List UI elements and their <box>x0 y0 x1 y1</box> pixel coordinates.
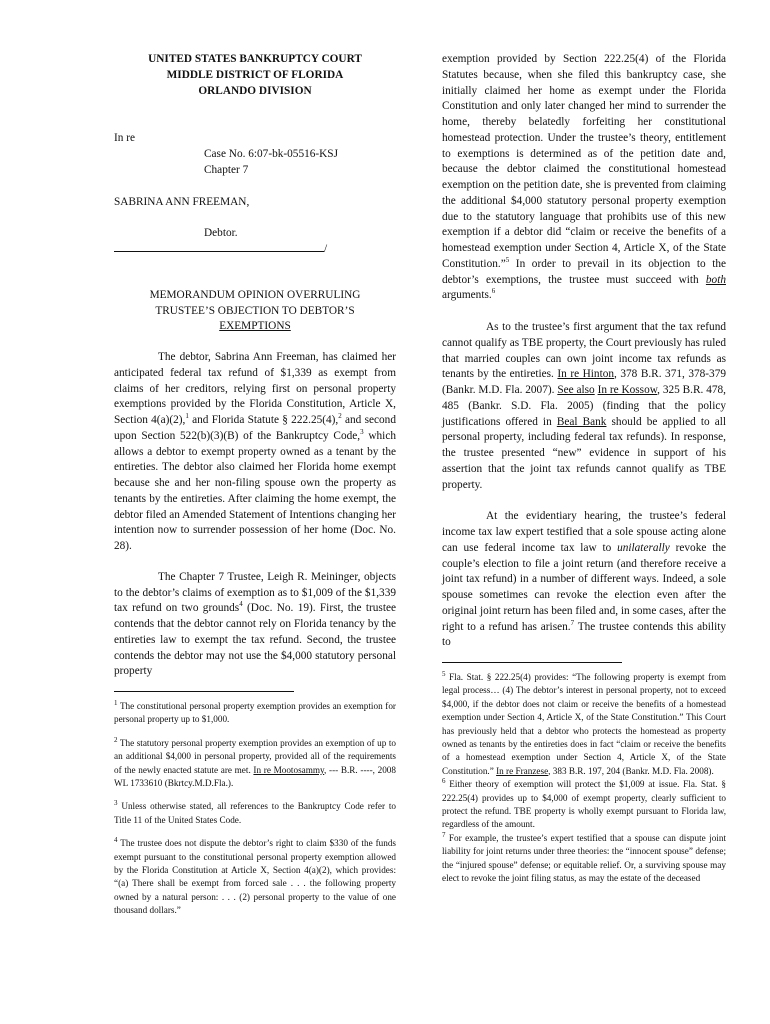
title-line-2: TRUSTEE’S OBJECTION TO DEBTOR’S <box>155 304 355 317</box>
footnote-7: $^7$ For example, the trustee’s expert testified that a spouse can dispute joint liability for joint returns under three theories: the “innocent spouse” defense; the “injured spouse” defense; or equitable relief. Or, a surviving spouse may elect to revoke the joint filing status, as may the estate of the deceased <box>442 830 726 884</box>
footnote-ref-7[interactable]: 7 <box>570 618 575 627</box>
chapter-label: Chapter 7 <box>204 163 249 176</box>
district-name: MIDDLE DISTRICT OF FLORIDA <box>166 68 344 81</box>
title-line-3: EXEMPTIONS <box>219 320 291 333</box>
left-column <box>114 52 396 918</box>
citation-mootosammy: In re Mootosammy <box>253 764 325 775</box>
debtor-label: Debtor. <box>204 227 238 240</box>
citation-franzese: In re Franzese <box>496 765 549 776</box>
citation-kossow: In re Kossow <box>597 384 658 396</box>
left-paragraph-2: The Chapter 7 Trustee, Leigh R. Meininger, objects to the debtor’s claims of exemption as to $1,009 of the $1,339 tax refund on two grounds$^4$ (Doc. No. 19). First, the trustee contends that the debtor cannot rely on Florida tenancy by the entireties law to exempt the tax refund. Second, the trustee contends the debtor may not use the $4,000 statutory personal property <box>114 570 396 678</box>
right-paragraph-2: As to the trustee’s first argument that the tax refund cannot qualify as TBE property, the Court previously has ruled that married couples can own joint income tax refunds as tenants by the entireties. In re Hinton, 378 B.R. 371, 378-379 (Bankr. M.D. Fla. 2007). See also In re Kossow, 325 B.R. 478, 485 (Bankr. S.D. Fla. 2005) (finding that the policy justifications offered in Beal Bank should be applied to all personal property, including federal tax refunds). In response, the trustee presented “new” evidence in support of his assertion that the joint tax refunds cannot qualify as TBE property. <box>442 321 726 491</box>
footnote-5: $^5$ Fla. Stat. § 222.25(4) provides: “The following property is exempt from legal process… (4) The debtor’s interest in personal property, not to exceed $4,000, if the debtor does not claim or receive the benefits of a homestead exemption under Section 4, Article X, of the State Constitution.” This Court has previously held that a debtor who protects the homestead as property owned as tenants by the entireties does in fact “claim or receive the benefits of a homestead exemption under Section 4, Article X, of the State Constitution.” In re Franzese, 383 B.R. 197, 204 (Bankr. M.D. Fla. 2008). <box>442 669 726 776</box>
caption-signature-line <box>114 242 396 258</box>
right-paragraph-3: At the evidentiary hearing, the trustee’s federal income tax law expert testified that a sole spouse acting alone can use federal income tax law to unilaterally revoke the couple’s election to file a joint return (and therefore receive a joint tax refund) in a number of different ways. Indeed, a sole spouse sometimes can revoke the election even after the original joint return has been filed and, in some cases, after the right to a refund has arisen.$^7$ The trustee contends this ability to <box>442 510 726 649</box>
right-paragraph-1: exemption provided by Section 222.25(4) of the Florida Statutes because, when she filed this bankruptcy case, she initially claimed her home as exempt under the Florida Constitution and only later changed her mind to surrender the home, thereby belatedly forfeiting her constitutional homestead protection. Under the trustee’s theory, entitlement to exemptions is determined as of the petition date and, because the debtor claimed the constitutional homestead exemption on the petition date, she is prevented from claiming the additional $4,000 statutory personal property exemption due to the statutory language that prohibits use of this new exemption if a debtor did “claim or receive the benefits of a homestead exemption under Section 4, Article X, of the State Constitution.”$^5$ In order to prevail in its objection to the debtor’s exemptions, the trustee must succeed with both arguments.$^6$ <box>442 53 726 302</box>
case-number: Case No. 6:07-bk-05516-KSJ <box>204 148 338 160</box>
opinion-title <box>114 288 396 335</box>
debtor-name: SABRINA ANN FREEMAN, <box>114 195 250 208</box>
footnote-ref-1[interactable]: 1 <box>185 412 189 421</box>
court-header <box>114 52 396 99</box>
footnote-ref-4[interactable]: 4 <box>239 600 243 609</box>
footnote-ref-2[interactable]: 2 <box>338 412 342 421</box>
footnote-1: $^1$ The constitutional personal property exemption provides an exemption for personal property up to $1,000. <box>114 698 396 725</box>
right-column <box>442 52 726 886</box>
division-name: ORLANDO DIVISION <box>198 84 312 97</box>
citation-see-also: See also <box>557 384 595 396</box>
footnote-ref-3[interactable]: 3 <box>360 427 364 436</box>
footnote-4: $^4$ The trustee does not dispute the debtor’s right to claim $330 of the funds exempt pursuant to the constitutional personal property exemption allowed by the Florida Constitution at Article X, Section 4(a)(2), which provides: “(a) There shall be exempt from forced sale . . . the following property owned by a natural person: . . . (2) personal property to the value of one thousand dollars.” <box>114 836 396 916</box>
title-line-1: MEMORANDUM OPINION OVERRULING <box>149 288 361 301</box>
left-paragraph-1: The debtor, Sabrina Ann Freeman, has claimed her anticipated federal tax refund of $1,339 as exempt from claims of her creditors, relying first on personal property exemptions provided by the Florida Constitution, Article X, Section 4(a)(2),$^1$ and Florida Statute § 222.25(4),$^2$ and second upon Section 522(b)(3)(B) of the Bankruptcy Code,$^3$ which allows a debtor to exempt property owned as a tenant by the entireties. The debtor also claimed her Florida home exempt because she and her non-filing spouse own the property as tenants by the entireties. After claiming the home exempt, the debtor filed an Amended Statement of Intentions changing her intention now to surrender possession of her home (Doc. No. 28). <box>114 351 396 552</box>
caption-slash: / <box>324 243 328 255</box>
footnote-ref-6[interactable]: 6 <box>491 287 496 296</box>
court-name: UNITED STATES BANKRUPTCY COURT <box>148 53 362 65</box>
footnote-2: $^2$ The statutory personal property exemption provides an exemption of up to an additional $4,000 in personal property, provided all of the requirements of the newly enacted statute are met. In re Mootosammy, --- B.R. ----, 2008 WL 1733610 (Bkrtcy.M.D.Fla.). <box>114 735 396 789</box>
citation-hinton: In re Hinton <box>557 368 615 381</box>
footnote-6: $^6$ Either theory of exemption will protect the $1,009 at issue. Fla. Stat. § 222.25(4) provides up to $4,000 of exempt property, clearly sufficient to protect the refund. TBE property is wholly exempt pursuant to Florida law, regardless of the amount. <box>442 777 726 830</box>
in-re-label: In re <box>114 132 136 145</box>
citation-beal-bank: Beal Bank <box>556 415 607 428</box>
footnote-3: $^3$ Unless otherwise stated, all references to the Bankruptcy Code refer to Title 11 of the United States Code. <box>114 799 396 825</box>
footnote-ref-5[interactable]: 5 <box>505 255 510 264</box>
